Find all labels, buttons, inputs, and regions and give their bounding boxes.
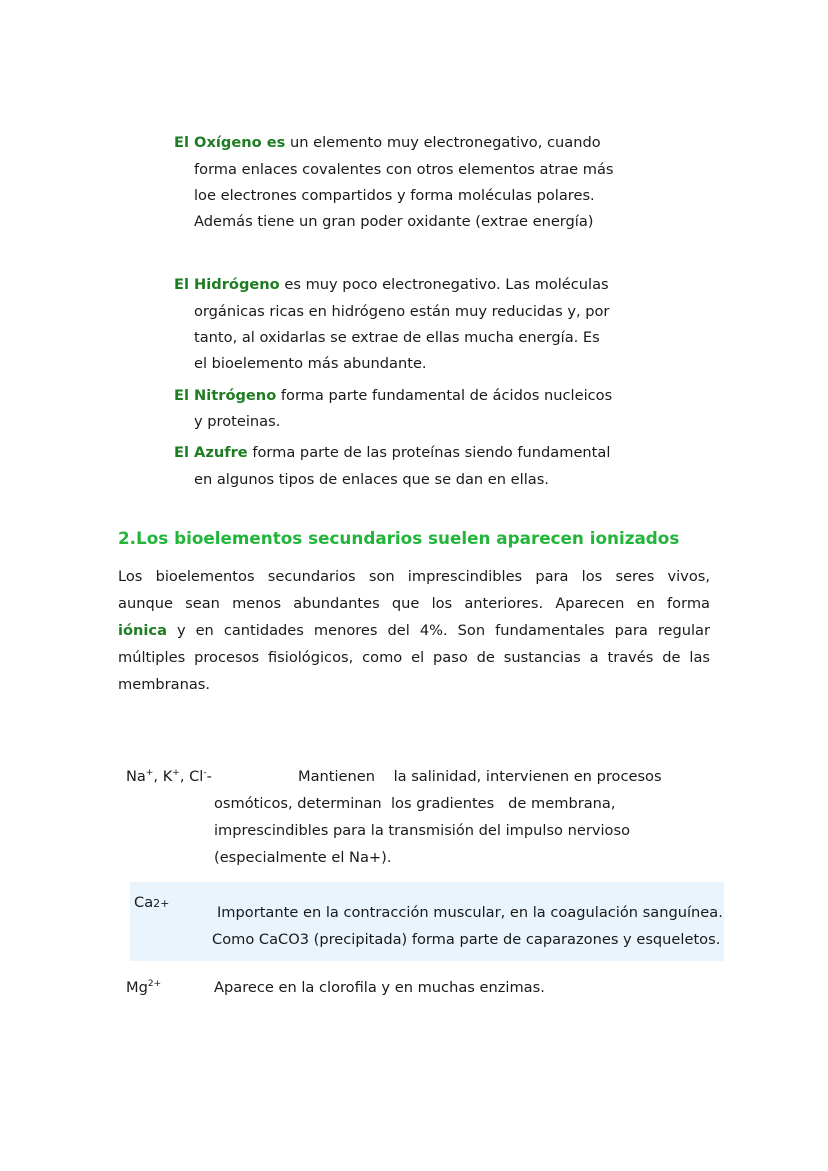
mg-description: Aparece en la clorofila y en muchas enzimas. <box>214 979 545 996</box>
hydrogen-term: El Hidrógeno <box>174 276 280 293</box>
charge: + <box>172 768 180 778</box>
section-paragraph-line: múltiples procesos fisiológicos, como el paso de sustancias a través de las <box>118 649 710 666</box>
nitrogen-line: y proteinas. <box>194 413 281 430</box>
ionic-term: iónica <box>118 622 167 639</box>
na-description-line: imprescindibles para la transmisión del impulso nervioso <box>214 822 630 839</box>
section-paragraph-line: aunque sean menos abundantes que los anteriores. Aparecen en forma <box>118 595 710 612</box>
ion-label-na-k-cl: Na+, K+, Cl-- <box>126 768 212 785</box>
section-heading: 2.Los bioelementos secundarios suelen aparecen ionizados <box>118 528 680 548</box>
charge: 2+ <box>147 979 162 989</box>
hydrogen-line: tanto, al oxidarlas se extrae de ellas mucha energía. Es <box>194 329 600 346</box>
ion-label-mg <box>126 979 161 997</box>
na-description-line: (especialmente el Na+). <box>214 849 392 866</box>
section-paragraph-line <box>118 622 710 640</box>
oxygen-line: forma enlaces covalentes con otros elementos atrae más <box>194 161 614 178</box>
text: , Cl <box>179 768 204 785</box>
charge: 2+ <box>153 897 170 910</box>
text: forma parte fundamental de ácidos nucleicos <box>276 387 613 404</box>
sulfur-line: en algunos tipos de enlaces que se dan en ellas. <box>194 471 549 488</box>
section-paragraph-line: membranas. <box>118 676 211 693</box>
text: es muy poco electronegativo. Las moléculas <box>279 276 609 293</box>
ca-description-line: Como CaCO3 (precipitada) forma parte de caparazones y esqueletos. <box>212 931 721 948</box>
oxygen-line: Además tiene un gran poder oxidante (extrae energía) <box>194 213 594 230</box>
text: un elemento muy electronegativo, cuando <box>285 134 601 151</box>
ion-label-ca <box>134 894 169 913</box>
sulfur-term: El Azufre <box>174 444 248 461</box>
hydrogen-paragraph-line <box>174 276 609 294</box>
oxygen-line: loe electrones compartidos y forma moléculas polares. <box>194 187 595 204</box>
nitrogen-term: El Nitrógeno <box>174 387 277 404</box>
oxygen-paragraph-line <box>174 134 601 152</box>
oxygen-term: El Oxígeno es <box>174 134 286 151</box>
charge: - <box>203 768 207 778</box>
section-paragraph-line: Los bioelementos secundarios son imprescindibles para los seres vivos, <box>118 568 710 585</box>
charge: + <box>145 768 154 778</box>
text: Ca <box>134 894 154 911</box>
text: y en cantidades menores del 4%. Son fundamentales para regular <box>176 622 710 639</box>
na-description-line: Mantienen la salinidad, intervienen en procesos <box>298 768 662 785</box>
nitrogen-paragraph-line <box>174 387 612 405</box>
text: Na <box>126 768 146 785</box>
sulfur-paragraph-line <box>174 444 610 462</box>
text: Mg <box>126 979 148 996</box>
text: forma parte de las proteínas siendo fundamental <box>247 444 611 461</box>
ca-description-line: Importante en la contracción muscular, en la coagulación sanguínea. <box>217 904 723 921</box>
text: , K <box>153 768 173 785</box>
na-description-line: osmóticos, determinan los gradientes de membrana, <box>214 795 616 812</box>
hydrogen-line: orgánicas ricas en hidrógeno están muy reducidas y, por <box>194 303 610 320</box>
hydrogen-line: el bioelemento más abundante. <box>194 355 427 372</box>
